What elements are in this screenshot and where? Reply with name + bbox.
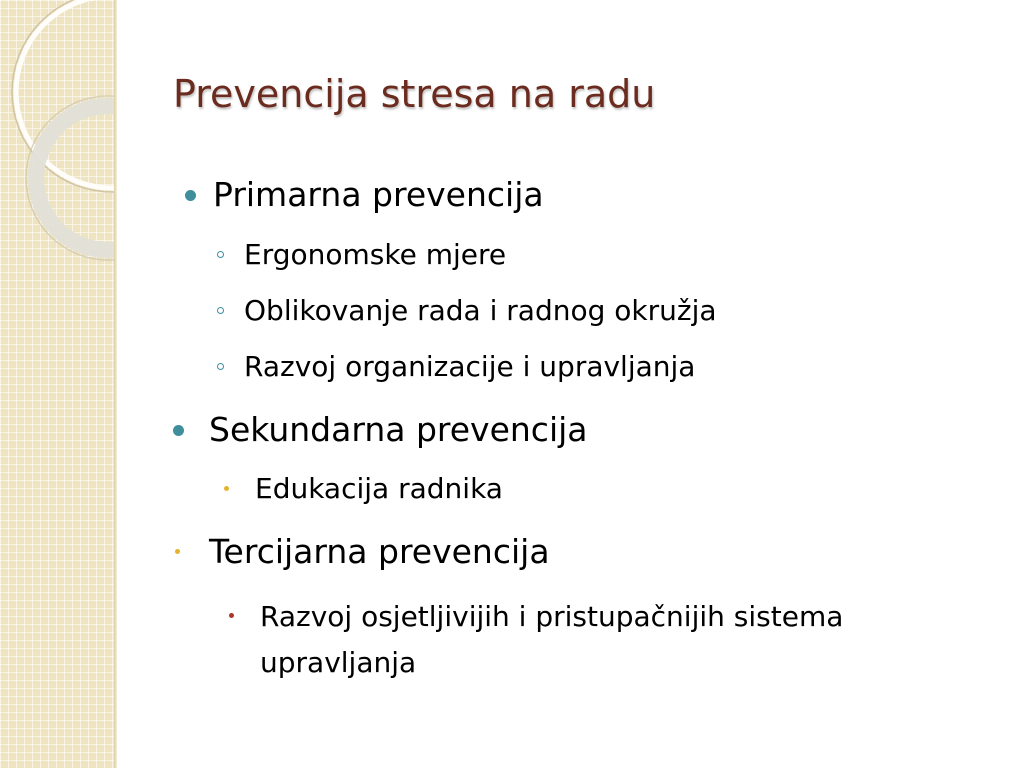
slide-title: Prevencija stresa na radu bbox=[173, 72, 656, 116]
teal-ring-bullet-icon bbox=[217, 307, 224, 314]
decorative-rings bbox=[0, 0, 114, 300]
bullet-ergonomic-measures bbox=[244, 238, 506, 271]
bullet-text: Ergonomske mjere bbox=[244, 238, 507, 271]
teal-ring-bullet-icon bbox=[217, 251, 224, 258]
bullet-text: Razvoj organizacije i upravljanja bbox=[244, 350, 696, 383]
bullet-tertiary-prevention bbox=[209, 532, 550, 571]
bullet-organization-development bbox=[244, 350, 695, 383]
bullet-secondary-prevention bbox=[209, 410, 588, 449]
bullet-accessible-systems bbox=[260, 594, 843, 686]
side-panel-edge bbox=[114, 0, 117, 768]
bullet-text: Edukacija radnika bbox=[255, 472, 503, 505]
bullet-primary-prevention bbox=[213, 175, 544, 214]
gold-bullet-icon bbox=[175, 549, 180, 554]
decorative-side-panel bbox=[0, 0, 114, 768]
bullet-text-line-2: upravljanja bbox=[260, 646, 417, 679]
bullet-worker-education bbox=[255, 472, 503, 505]
bullet-text: Primarna prevencija bbox=[213, 175, 544, 214]
bullet-text: Oblikovanje rada i radnog okružja bbox=[244, 294, 717, 327]
bullet-work-design bbox=[244, 294, 717, 327]
teal-ring-bullet-icon bbox=[217, 363, 224, 370]
bullet-text: Sekundarna prevencija bbox=[209, 410, 588, 449]
teal-bullet-icon bbox=[185, 190, 196, 201]
red-bullet-icon bbox=[229, 613, 234, 618]
bullet-text-line-1: Razvoj osjetljivijih i pristupačnijih sistema bbox=[260, 600, 844, 633]
teal-bullet-icon bbox=[173, 425, 184, 436]
gold-bullet-icon bbox=[224, 486, 229, 491]
bullet-text: Tercijarna prevencija bbox=[209, 532, 550, 571]
